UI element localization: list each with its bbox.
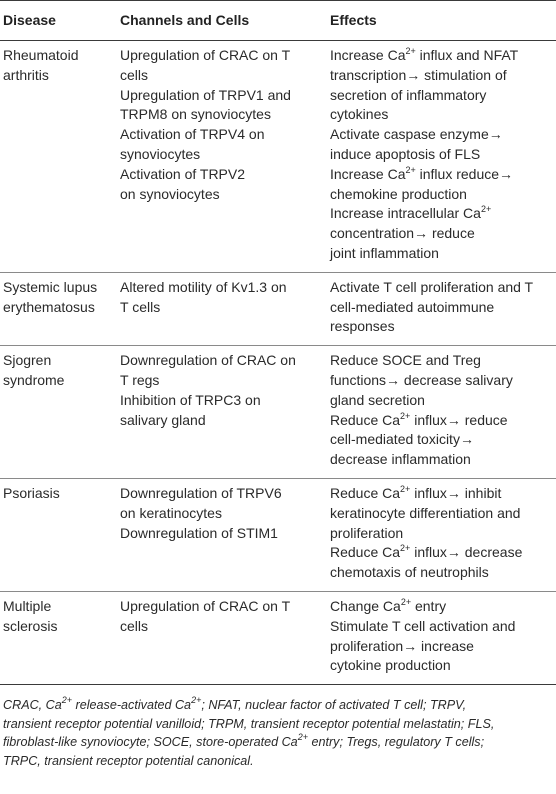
text-segment: influx reduce→: [415, 165, 514, 182]
text-segment: influx and NFAT: [415, 47, 519, 63]
text-segment: Increase Ca: [330, 165, 406, 182]
text-segment: entry; Tregs, regulatory T cells;: [307, 735, 485, 750]
disease-name-line: Multiple: [3, 597, 52, 614]
text-line: [3, 752, 552, 771]
table-header-row: [0, 1, 556, 41]
disease-cell: [0, 41, 115, 273]
text-line: [330, 145, 552, 165]
text-segment: transient receptor potential vanilloid; TRPM, transient receptor potential melastatin; FLS,: [3, 716, 495, 731]
disease-name-line: arthritis: [3, 66, 49, 83]
text-segment: release-activated Ca: [72, 698, 192, 713]
table-row: [0, 41, 556, 273]
text-segment: influx→ reduce: [410, 411, 508, 428]
text-segment: ; NFAT, nuclear factor of activated T cell; TRPV,: [201, 698, 467, 713]
superscript: 2+: [400, 543, 411, 554]
text-segment: TRPC, transient receptor potential canonical.: [3, 753, 254, 768]
superscript: 2+: [405, 46, 416, 56]
channel-item-line: Upregulation of CRAC on T: [120, 597, 291, 614]
effects-cell: [322, 478, 556, 591]
text-line: [330, 298, 552, 318]
text-segment: influx→ inhibit: [410, 484, 502, 501]
text-segment: Stimulate T cell activation and: [330, 617, 516, 634]
channels-cell: [115, 41, 322, 273]
channel-item-line: Activation of TRPV2: [120, 165, 246, 182]
superscript: 2+: [297, 732, 308, 743]
text-line: [330, 86, 552, 106]
text-segment: decrease inflammation: [330, 451, 471, 468]
disease-name-line: erythematosus: [3, 298, 95, 315]
text-line: [330, 504, 552, 524]
text-line: [3, 715, 552, 734]
disease-name-line: Psoriasis: [3, 484, 60, 501]
text-line: [330, 224, 552, 244]
superscript: 2+: [191, 695, 202, 706]
disease-name-line: Systemic lupus: [3, 278, 98, 295]
text-segment: cell-mediated toxicity→: [330, 431, 474, 448]
channels-cell: [115, 478, 322, 591]
disease-cell: [0, 272, 115, 345]
text-segment: Activate T cell proliferation and T: [330, 278, 534, 295]
text-segment: transcription→ stimulation of: [330, 66, 507, 83]
channel-item-line: synoviocytes: [120, 145, 201, 162]
text-segment: proliferation: [330, 524, 404, 541]
table-row: [0, 346, 556, 479]
text-line: [330, 46, 552, 66]
table-footnote: [0, 685, 556, 770]
text-line: [330, 371, 552, 391]
text-segment: cell-mediated autoimmune: [330, 298, 495, 315]
text-line: [330, 351, 552, 371]
text-segment: Reduce SOCE and Treg: [330, 352, 481, 369]
text-line: [330, 563, 552, 583]
text-line: [330, 543, 552, 563]
channel-item-line: Inhibition of TRPC3 on: [120, 391, 261, 408]
superscript: 2+: [400, 410, 411, 421]
text-segment: cytokine production: [330, 657, 451, 674]
text-segment: secretion of inflammatory: [330, 86, 487, 103]
text-segment: responses: [330, 318, 395, 335]
channel-item-line: Downregulation of CRAC on: [120, 352, 296, 369]
text-line: [330, 317, 552, 337]
effects-cell: [322, 41, 556, 273]
text-line: [330, 204, 552, 224]
text-line: [330, 524, 552, 544]
table-row: [0, 478, 556, 591]
text-line: [330, 637, 552, 657]
text-line: [3, 696, 552, 715]
text-segment: keratinocyte differentiation and: [330, 504, 521, 521]
text-segment: Reduce Ca: [330, 484, 401, 501]
superscript: 2+: [61, 695, 73, 706]
text-line: [330, 278, 552, 298]
disease-cell: [0, 591, 115, 684]
text-segment: Activate caspase enzyme→: [330, 126, 503, 143]
text-segment: fibroblast-like synoviocyte; SOCE, store-operated Ca: [3, 735, 298, 750]
channel-item-line: T cells: [120, 298, 161, 315]
channel-item-line: Upregulation of TRPV1 and: [120, 86, 291, 103]
channel-item-line: Activation of TRPV4 on: [120, 126, 265, 143]
text-segment: chemotaxis of neutrophils: [330, 564, 489, 581]
disease-name-line: syndrome: [3, 371, 65, 388]
channel-item-line: cells: [120, 66, 149, 83]
disease-name-line: sclerosis: [3, 617, 58, 634]
text-line: [330, 185, 552, 205]
text-segment: Increase Ca: [330, 47, 406, 63]
effects-cell: [322, 591, 556, 684]
text-line: [330, 125, 552, 145]
text-segment: proliferation→ increase: [330, 637, 474, 654]
channel-item-line: Downregulation of STIM1: [120, 524, 278, 541]
channels-cell: [115, 591, 322, 684]
channel-item-line: cells: [120, 617, 149, 634]
text-segment: Increase intracellular Ca: [330, 205, 481, 222]
text-line: [330, 165, 552, 185]
text-line: [330, 450, 552, 470]
table-body: [0, 41, 556, 685]
text-line: [330, 597, 552, 617]
header-disease: Disease: [0, 1, 115, 41]
channels-cell: [115, 272, 322, 345]
text-line: [330, 617, 552, 637]
table-row: [0, 272, 556, 345]
text-segment: induce apoptosis of FLS: [330, 145, 481, 162]
effects-cell: [322, 272, 556, 345]
channel-item-line: salivary gland: [120, 411, 206, 428]
channel-item-line: TRPM8 on synoviocytes: [120, 106, 271, 123]
channel-item-line: Upregulation of CRAC on T: [120, 47, 291, 63]
text-line: [330, 391, 552, 411]
text-line: [330, 656, 552, 676]
text-segment: influx→ decrease: [410, 544, 523, 561]
channel-item-line: Altered motility of Kv1.3 on: [120, 278, 287, 295]
superscript: 2+: [480, 204, 492, 215]
table-row: [0, 591, 556, 684]
text-segment: Reduce Ca: [330, 544, 401, 561]
text-segment: cytokines: [330, 106, 389, 123]
text-line: [330, 430, 552, 450]
text-line: [330, 105, 552, 125]
text-segment: functions→ decrease salivary: [330, 371, 513, 388]
channel-item-line: Downregulation of TRPV6: [120, 484, 282, 501]
superscript: 2+: [405, 164, 416, 175]
text-segment: Reduce Ca: [330, 411, 401, 428]
text-line: [3, 733, 552, 752]
disease-cell: [0, 478, 115, 591]
text-segment: entry: [411, 597, 447, 614]
text-segment: chemokine production: [330, 185, 467, 202]
text-segment: concentration→ reduce: [330, 225, 475, 242]
text-segment: joint inflammation: [330, 244, 439, 261]
text-line: [330, 484, 552, 504]
text-line: [330, 66, 552, 86]
text-segment: CRAC, Ca: [3, 698, 62, 713]
header-channels-and-cells: Channels and Cells: [115, 1, 322, 41]
text-line: [330, 244, 552, 264]
text-line: [330, 411, 552, 431]
channel-item-line: on keratinocytes: [120, 504, 222, 521]
disease-name-line: Rheumatoid: [3, 47, 79, 63]
disease-name-line: Sjogren: [3, 352, 52, 369]
superscript: 2+: [400, 483, 411, 494]
text-segment: gland secretion: [330, 391, 425, 408]
superscript: 2+: [400, 596, 412, 607]
channels-cell: [115, 346, 322, 479]
header-effects: Effects: [322, 1, 556, 41]
effects-cell: [322, 346, 556, 479]
channel-item-line: on synoviocytes: [120, 185, 220, 202]
text-segment: Change Ca: [330, 597, 401, 614]
channel-item-line: T regs: [120, 371, 160, 388]
disease-cell: [0, 346, 115, 479]
